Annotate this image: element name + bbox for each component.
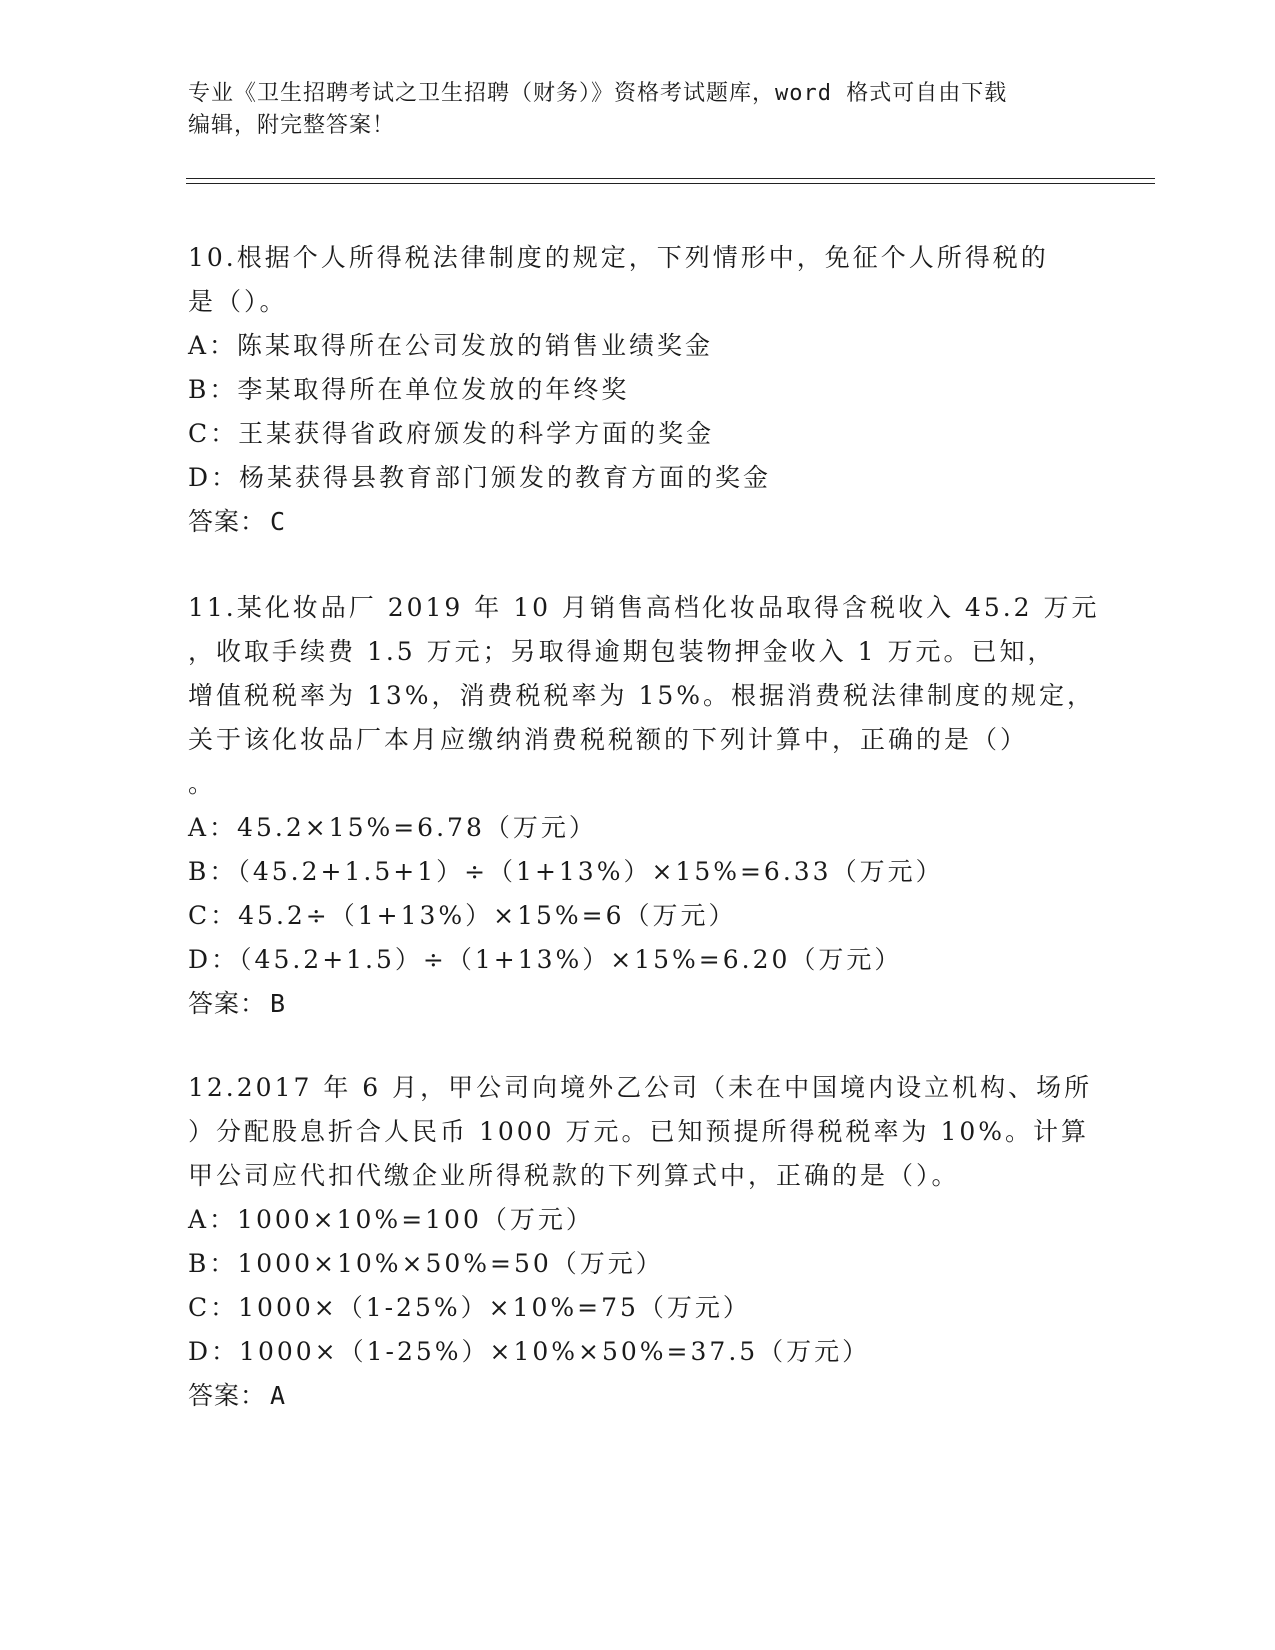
question-11-line-1: 11.某化妆品厂 2019 年 10 月销售高档化妆品取得含税收入 45.2 万元 [188,593,1100,622]
question-12-option-c: C：1000×（1-25%）×10%=75（万元） [188,1293,751,1322]
question-10-option-d: D：杨某获得县教育部门颁发的教育方面的奖金 [188,463,772,492]
question-10-line-2: 是（）。 [188,287,288,316]
answer-label: 答案： [188,1381,267,1410]
answer-value: C [270,507,287,536]
question-11-option-d: D：（45.2+1.5）÷（1+13%）×15%=6.20（万元） [188,945,903,974]
question-10-option-b: B：李某取得所在单位发放的年终奖 [188,375,630,404]
question-11-line-2: ，收取手续费 1.5 万元；另取得逾期包装物押金收入 1 万元。已知， [188,637,1056,666]
header-line-1: 专业《卫生招聘考试之卫生招聘（财务）》资格考试题库，word 格式可自由下载 [188,81,1008,106]
question-11-option-c: C：45.2÷（1+13%）×15%=6（万元） [188,901,737,930]
question-11-line-4: 关于该化妆品厂本月应缴纳消费税税额的下列计算中，正确的是（） [188,725,1029,754]
header-line-2: 编辑，附完整答案！ [188,113,396,138]
question-12-option-a: A：1000×10%=100（万元） [188,1205,594,1234]
header-divider-top [186,178,1155,179]
answer-value: B [270,989,287,1018]
question-11-option-a: A：45.2×15%=6.78（万元） [188,813,597,842]
question-10-answer [188,502,286,538]
question-11-line-5: 。 [188,769,217,798]
question-10-line-1: 10.根据个人所得税法律制度的规定，下列情形中，免征个人所得税的 [188,243,1049,272]
answer-label: 答案： [188,989,267,1018]
question-10-option-a: A：陈某取得所在公司发放的销售业绩奖金 [188,331,714,360]
header-divider-bottom [186,183,1155,184]
question-10-option-c: C：王某获得省政府颁发的科学方面的奖金 [188,419,715,448]
question-12-option-b: B：1000×10%×50%=50（万元） [188,1249,664,1278]
answer-label: 答案： [188,507,267,536]
question-11-option-b: B：（45.2+1.5+1）÷（1+13%）×15%=6.33（万元） [188,857,944,886]
question-11-line-3: 增值税税率为 13%，消费税税率为 15%。根据消费税法律制度的规定， [188,681,1096,710]
answer-value: A [270,1381,287,1410]
question-11-answer [188,984,286,1020]
question-12-option-d: D：1000×（1-25%）×10%×50%=37.5（万元） [188,1337,871,1366]
question-12-line-3: 甲公司应代扣代缴企业所得税款的下列算式中，正确的是（）。 [188,1161,960,1190]
question-12-answer [188,1376,286,1412]
question-12-line-2: ）分配股息折合人民币 1000 万元。已知预提所得税税率为 10%。计算 [188,1117,1090,1146]
question-12-line-1: 12.2017 年 6 月，甲公司向境外乙公司（未在中国境内设立机构、场所 [188,1073,1093,1102]
